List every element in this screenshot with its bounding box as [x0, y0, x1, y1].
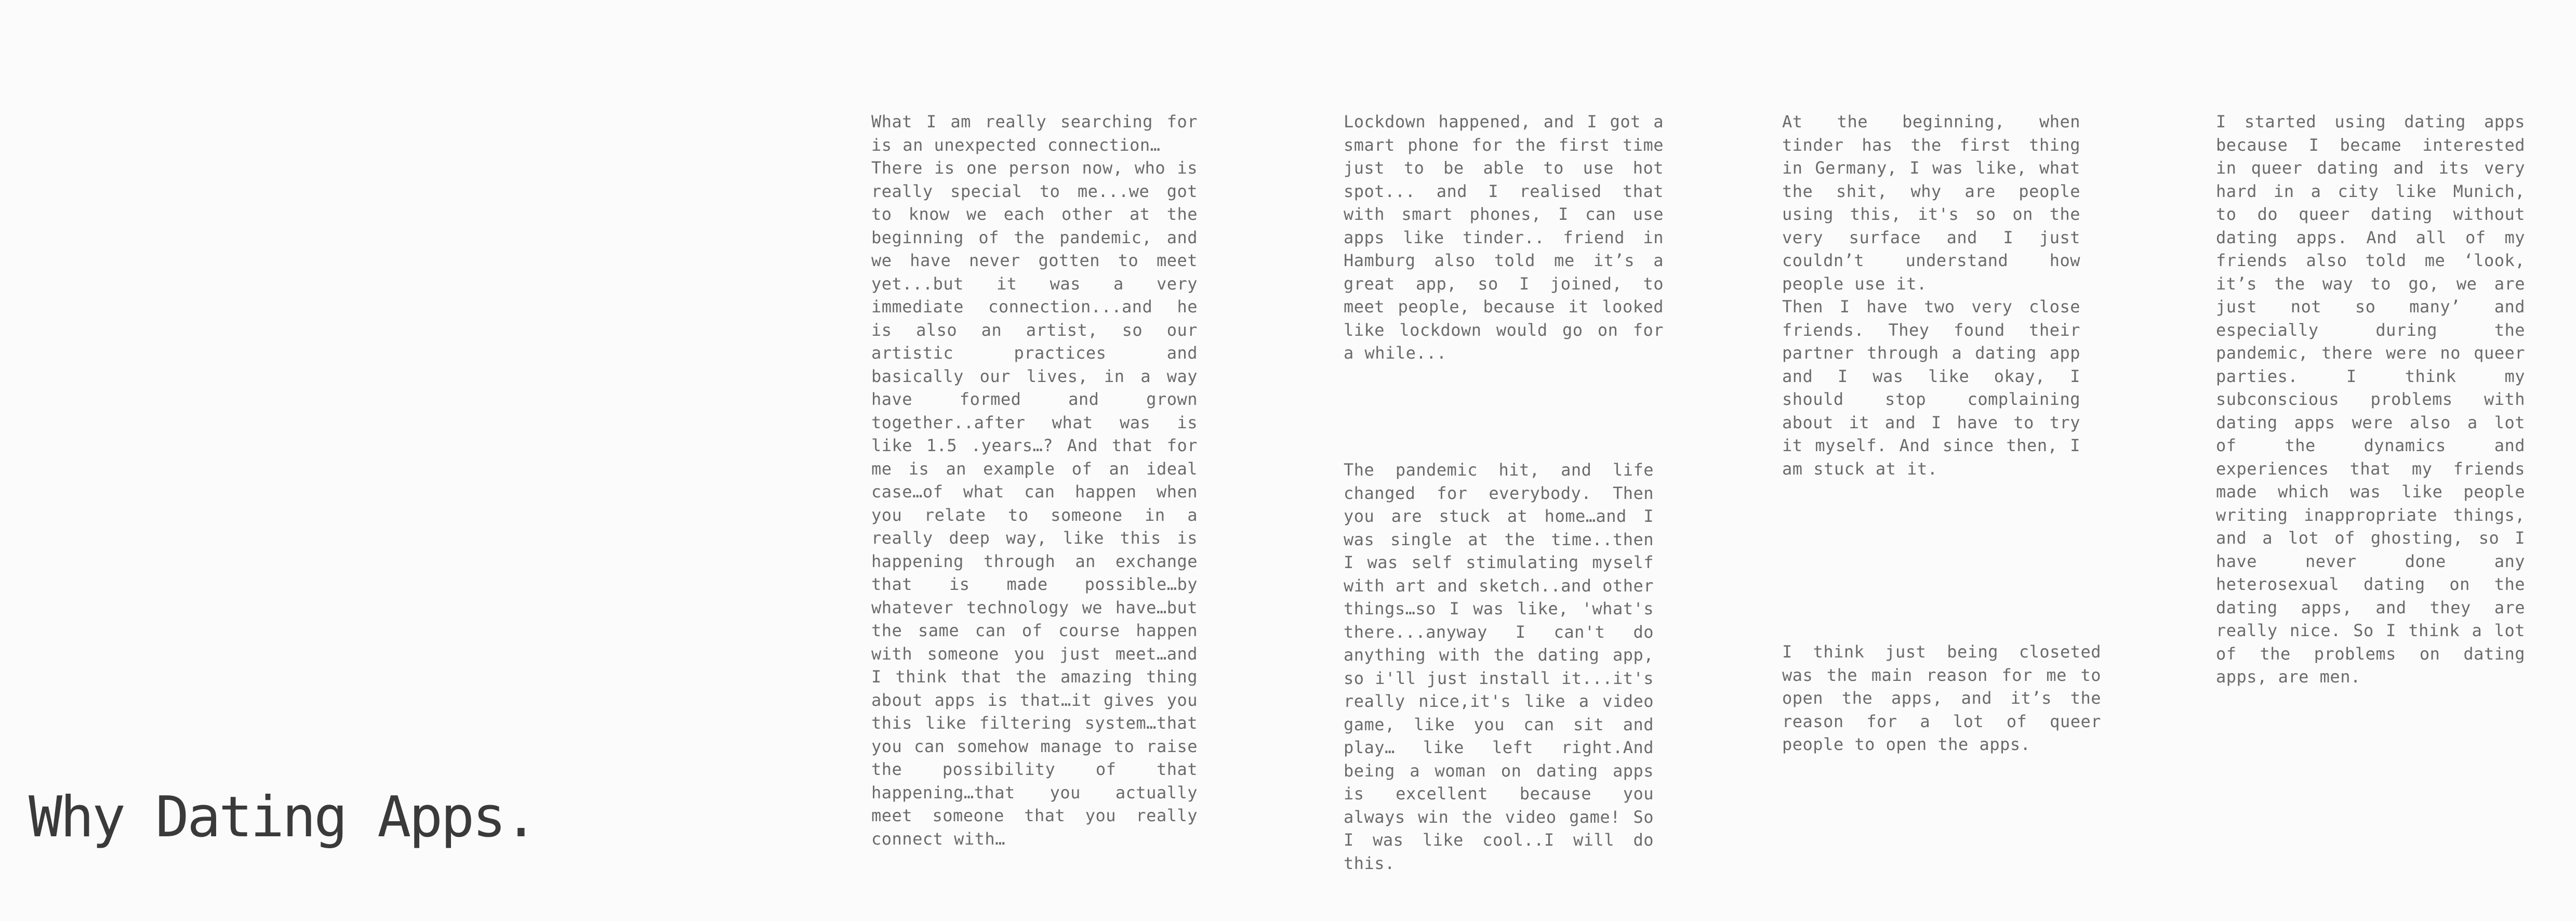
quote-block-queer-dating: [2216, 110, 2525, 689]
page-title: Why Dating Apps.: [29, 785, 536, 850]
quote-block-closeted: [1782, 640, 2101, 756]
quote-paragraph: Lockdown happened, and I got a smart phone for the first time just to be able to use hot spot... and I realised that with smart phones, I can use apps like tinder.. friend in Hamburg also told me it’s a great app, so I joined, to meet people, because it looked like lockdown would go on for a while...: [1344, 112, 1664, 363]
quote-block-unexpected-connection: [871, 110, 1198, 850]
quote-block-lockdown: [1344, 110, 1664, 365]
quote-paragraph: I started using dating apps because I became interested in queer dating and its very hard in a city like Munich, to do queer dating without dating apps. And all of my friends also told me ‘look, it’s the way to go, we are just not so many’ and especially during the pandemic, there were no queer parties. I think my subconscious problems with dating apps were also a lot of the dynamics and experiences that my friends made which was like people writing inappropriate things, and a lot of ghosting, so I have never done any heterosexual dating on the dating apps, and they are really nice. So I think a lot of the problems on dating apps, are men.: [2216, 112, 2525, 687]
quote-block-tinder-beginning: [1782, 110, 2080, 480]
quote-paragraph: At the beginning, when tinder has the first thing in Germany, I was like, what the shit, why are people using this, it's so on the very surface and I just couldn’t understand how people use it.: [1782, 112, 2080, 294]
quote-paragraph: The pandemic hit, and life changed for everybody. Then you are stuck at home…and I was single at the time..then I was self stimulating myself with art and sketch..and other things…so I was like, 'what's there...anyway I can't do anything with the dating app, so i'll just install it...it's really nice,it's like a video game, like you can sit and play… like left right.And being a woman on dating apps is excellent because you always win the video game! So I was like cool..I will do this.: [1344, 460, 1654, 873]
quote-paragraph: I think just being closeted was the main reason for me to open the apps, and it’s the reason for a lot of queer people to open the apps.: [1782, 642, 2101, 754]
quote-paragraph: There is one person now, who is really special to me...we got to know we each other at the beginning of the pandemic, and we have never gotten to meet yet...but it was a very immediate connection...and he is also an artist, so our artistic practices and basically our lives, in a way have formed and grown together..after what was is like 1.5 .years…? And that for me is an example of an ideal case…of what can happen when you relate to someone in a really deep way, like this is happening through an exchange that is made possible…by whatever technology we have…but the same can of course happen with someone you just meet…and I think that the amazing thing about apps is that…it gives you this like filtering system…that you can somehow manage to raise the possibility of that happening…that you actually meet someone that you really connect with…: [871, 158, 1198, 849]
quote-block-pandemic-hit: [1344, 458, 1654, 875]
quote-paragraph: What I am really searching for is an unexpected connection…: [871, 112, 1198, 155]
quote-paragraph: Then I have two very close friends. They found their partner through a dating app and I was like okay, I should stop complaining about it and I have to try it myself. And since then, I am stuck at it.: [1782, 297, 2080, 479]
